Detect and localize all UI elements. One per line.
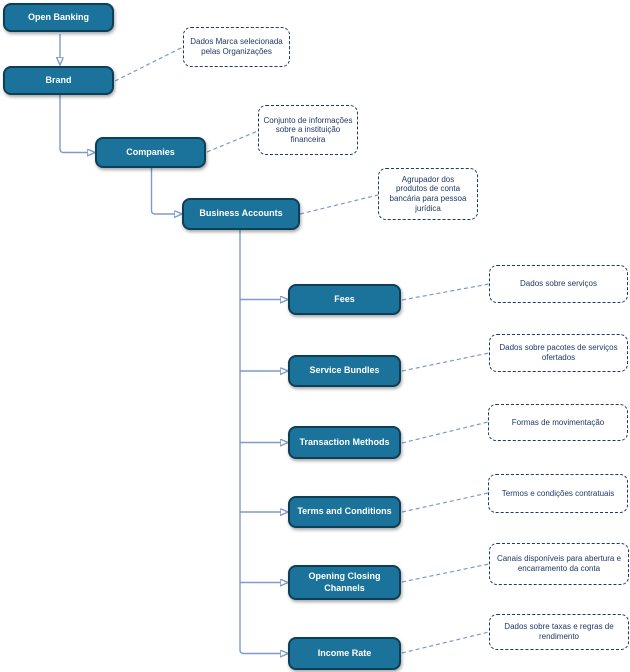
node-business-accounts <box>182 198 300 230</box>
node-label: Opening Closing Channels <box>308 571 381 593</box>
node-label: Income Rate <box>317 647 372 658</box>
node-income-rate <box>288 637 401 670</box>
node-service-bundles <box>288 355 401 387</box>
note-text: Formas de movimentação <box>511 417 605 427</box>
note-link-service-bundles <box>402 353 489 371</box>
note-companies <box>258 105 358 155</box>
node-transaction-methods <box>288 426 401 459</box>
note-service-bundles <box>489 334 628 372</box>
note-text: Dados sobre pacotes de serviços ofertados <box>499 343 618 362</box>
node-label: Service Bundles <box>309 365 380 376</box>
note-link-business-accounts <box>300 195 378 214</box>
node-label: Business Accounts <box>199 208 283 219</box>
node-label: Companies <box>126 146 175 157</box>
note-text: Dados Marca selecionada pelas Organizações <box>190 37 283 56</box>
node-label: Terms and Conditions <box>297 506 392 517</box>
connector-companies-business-accounts <box>152 168 176 214</box>
note-link-terms-and-conditions <box>402 493 488 512</box>
node-brand <box>3 66 114 95</box>
note-text: Dados sobre serviços <box>520 279 597 289</box>
note-link-transaction-methods <box>402 422 488 443</box>
note-text: Termos e condições contratuais <box>501 488 615 498</box>
note-opening-closing-channels <box>489 543 629 585</box>
note-link-companies <box>207 131 258 152</box>
node-label: Open Banking <box>27 11 89 22</box>
node-open-banking <box>3 3 114 32</box>
connector-brand-companies <box>60 95 88 153</box>
node-opening-closing-channels <box>288 565 401 600</box>
note-text: Canais disponíveis para abertura e encarramento da conta <box>496 554 622 573</box>
note-link-income-rate <box>402 632 489 653</box>
node-terms-and-conditions <box>288 496 401 528</box>
node-label: Transaction Methods <box>299 436 390 447</box>
node-label: Fees <box>334 293 355 304</box>
note-fees <box>489 265 628 303</box>
note-link-brand <box>115 47 183 81</box>
note-text: Conjunto de informações sobre a instituição financeira <box>263 115 353 144</box>
node-companies <box>95 137 206 168</box>
note-business-accounts <box>378 168 478 220</box>
note-transaction-methods <box>488 404 628 441</box>
node-label: Brand <box>45 74 72 85</box>
note-brand <box>183 27 290 67</box>
note-text: Agrupador dos produtos de conta bancária para pessoa jurídica <box>389 174 467 213</box>
note-terms-and-conditions <box>488 474 628 513</box>
note-text: Dados sobre taxas e regras de rendimento <box>504 622 614 641</box>
note-link-fees <box>402 284 489 300</box>
note-income-rate <box>489 614 629 650</box>
note-link-opening-closing-channels <box>402 564 489 582</box>
connector-trunk-business-accounts <box>240 230 281 654</box>
node-fees <box>288 284 401 315</box>
